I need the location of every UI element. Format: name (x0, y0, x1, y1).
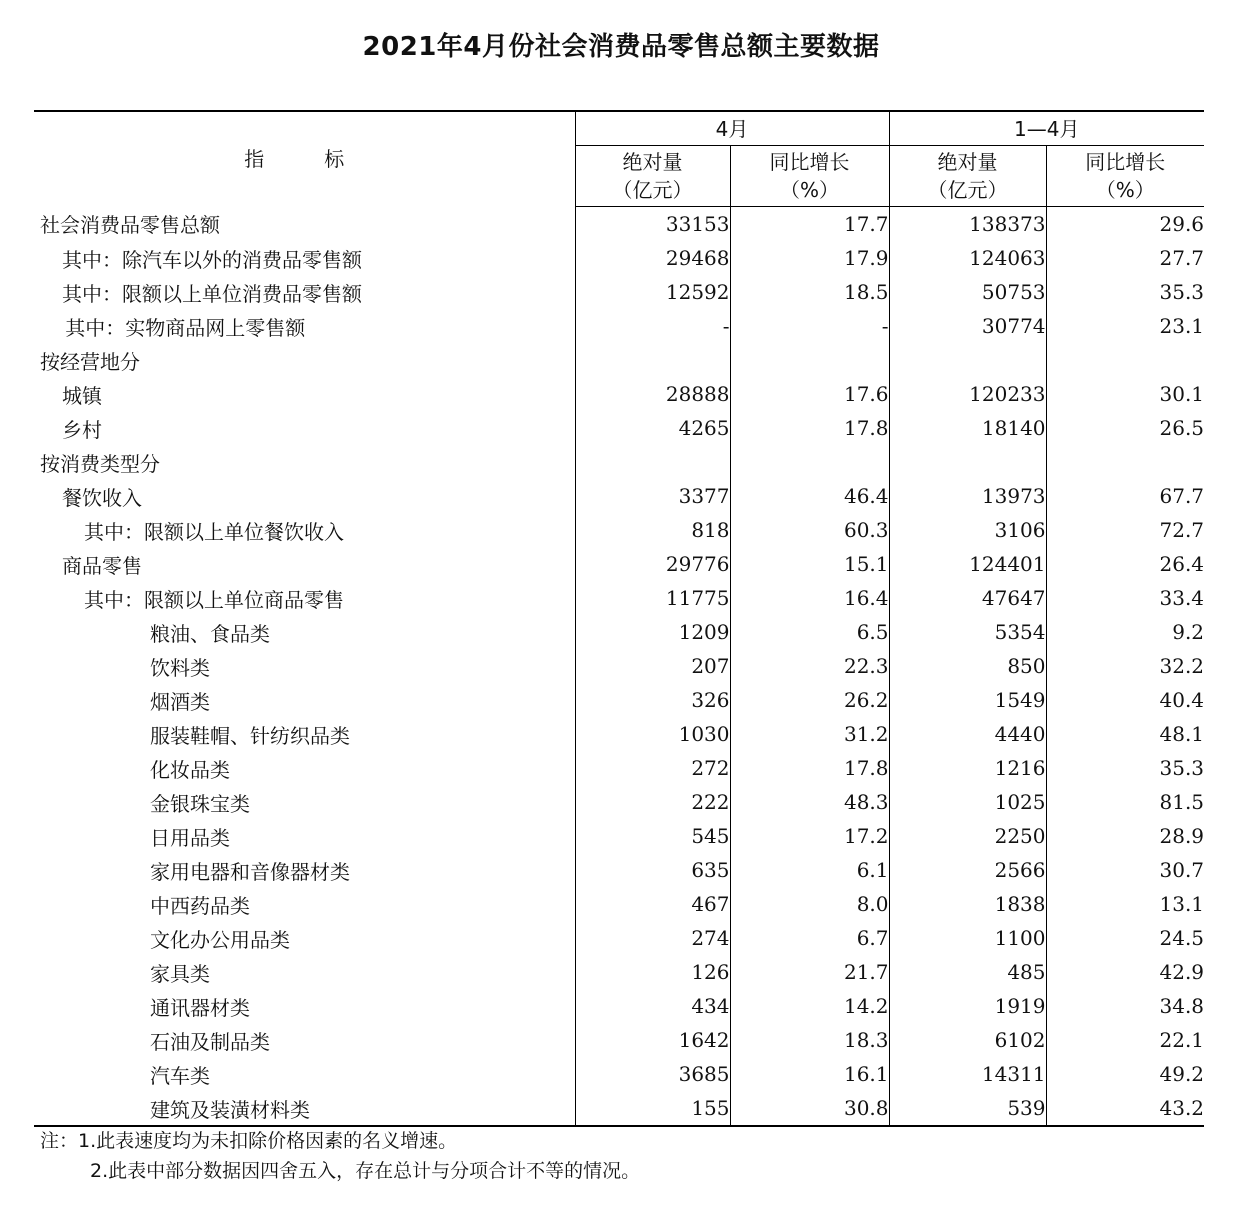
abs-jan-apr-cell: 3106 (889, 513, 1046, 547)
yoy-jan-apr-cell: 24.5 (1159, 926, 1205, 950)
abs-jan-apr-cell: 138373 (889, 207, 1046, 242)
table-row (34, 921, 1204, 955)
row-label: 化妆品类 (34, 751, 575, 785)
note-line-2: 2.此表中部分数据因四舍五入，存在总计与分项合计不等的情况。 (90, 1160, 641, 1182)
table-row (34, 275, 1204, 309)
row-label: 中西药品类 (34, 887, 575, 921)
period-april-header: 4月 (575, 111, 889, 146)
table-row (34, 581, 1204, 615)
yoy-april-cell: 22.3 (730, 649, 889, 683)
yoy-april-cell: 17.7 (730, 207, 889, 242)
yoy-jan-apr-cell: 81.5 (1159, 790, 1205, 814)
abs-april-cell: 155 (575, 1091, 730, 1126)
yoy-jan-apr-cell: 32.2 (1159, 654, 1205, 678)
yoy-april-cell: 18.5 (730, 275, 889, 309)
row-label: 通讯器材类 (34, 989, 575, 1023)
table-row (34, 887, 1204, 921)
abs-april-cell: 207 (575, 649, 730, 683)
table-row (34, 751, 1204, 785)
table-row (34, 479, 1204, 513)
row-label: 乡村 (34, 411, 575, 445)
abs-jan-apr-cell: 1216 (889, 751, 1046, 785)
abs-jan-apr-cell: 124401 (889, 547, 1046, 581)
yoy-jan-apr-cell: 30.7 (1159, 858, 1205, 882)
abs-jan-apr-cell: 2250 (889, 819, 1046, 853)
yoy-jan-apr-cell: 43.2 (1046, 1091, 1204, 1126)
yoy-april-cell: 17.9 (730, 241, 889, 275)
table-row (34, 1057, 1204, 1091)
row-label: 其中：限额以上单位餐饮收入 (34, 513, 575, 547)
abs-april-cell: 467 (575, 887, 730, 921)
row-label: 城镇 (34, 377, 575, 411)
abs-jan-apr-cell: 1025 (889, 785, 1046, 819)
yoy-april-cell: 17.2 (730, 819, 889, 853)
abs-april-cell: 434 (575, 989, 730, 1023)
abs-april-cell: 272 (575, 751, 730, 785)
abs-jan-apr-cell: 485 (889, 955, 1046, 989)
indicator-header: 指 标 (34, 111, 575, 207)
abs-jan-apr-cell: 1549 (889, 683, 1046, 717)
yoy-jan-apr-cell (1046, 445, 1204, 479)
abs-jan-apr-cell: 850 (889, 649, 1046, 683)
table-row (34, 547, 1204, 581)
abs-april-cell: 274 (575, 921, 730, 955)
yoy-jan-apr-cell: 42.9 (1159, 960, 1205, 984)
yoy-april-cell: 17.6 (730, 377, 889, 411)
yoy-april-cell (730, 343, 889, 377)
row-label: 家用电器和音像器材类 (34, 853, 575, 887)
abs-april-cell: 33153 (575, 207, 730, 242)
table-row (34, 207, 1204, 242)
row-label: 服装鞋帽、针纺织品类 (34, 717, 575, 751)
abs-jan-apr-cell: 5354 (889, 615, 1046, 649)
yoy-jan-apr-cell: 27.7 (1159, 246, 1205, 270)
abs-april-cell: 326 (575, 683, 730, 717)
abs-jan-apr-cell: 50753 (889, 275, 1046, 309)
abs-april-cell (575, 343, 730, 377)
abs-jan-apr-cell: 539 (889, 1091, 1046, 1126)
yoy-jan-apr-cell: 72.7 (1159, 518, 1205, 542)
yoy-april-cell: 14.2 (730, 989, 889, 1023)
table-row (34, 1091, 1204, 1126)
table-header (34, 111, 1204, 207)
abs-jan-apr-cell: 2566 (889, 853, 1046, 887)
abs-header-april: 绝对量 （亿元） (575, 146, 730, 207)
yoy-april-cell: 6.1 (730, 853, 889, 887)
abs-jan-apr-cell (889, 343, 1046, 377)
table-row (34, 683, 1204, 717)
yoy-jan-apr-cell: 26.5 (1159, 416, 1205, 440)
table-row (34, 411, 1204, 445)
yoy-header-jan-apr: 同比增长 （%） (1046, 146, 1204, 207)
yoy-jan-apr-cell: 13.1 (1159, 892, 1205, 916)
yoy-april-cell: 60.3 (730, 513, 889, 547)
yoy-jan-apr-cell: 67.7 (1159, 484, 1205, 508)
row-label: 家具类 (34, 955, 575, 989)
abs-jan-apr-cell (889, 445, 1046, 479)
abs-april-cell: 635 (575, 853, 730, 887)
table-row (34, 445, 1204, 479)
yoy-jan-apr-cell (1046, 343, 1204, 377)
abs-jan-apr-cell: 18140 (889, 411, 1046, 445)
row-label: 按经营地分 (34, 343, 575, 377)
table-row (34, 717, 1204, 751)
row-label: 文化办公用品类 (34, 921, 575, 955)
abs-jan-apr-cell: 1919 (889, 989, 1046, 1023)
table-row (34, 343, 1204, 377)
yoy-jan-apr-cell: 30.1 (1159, 382, 1205, 406)
table-row (34, 989, 1204, 1023)
abs-april-cell: 126 (575, 955, 730, 989)
abs-april-cell: - (575, 309, 730, 343)
abs-april-cell: 1642 (575, 1023, 730, 1057)
table-row (34, 853, 1204, 887)
abs-april-cell: 29468 (575, 241, 730, 275)
yoy-jan-apr-cell: 26.4 (1159, 552, 1205, 576)
yoy-jan-apr-cell: 33.4 (1159, 586, 1205, 610)
row-label: 饮料类 (34, 649, 575, 683)
yoy-april-cell: 8.0 (730, 887, 889, 921)
abs-april-cell: 11775 (575, 581, 730, 615)
abs-header-jan-apr: 绝对量 （亿元） (889, 146, 1046, 207)
abs-april-cell: 12592 (575, 275, 730, 309)
abs-jan-apr-cell: 124063 (889, 241, 1046, 275)
abs-april-cell: 222 (575, 785, 730, 819)
row-label: 其中：限额以上单位消费品零售额 (34, 275, 575, 309)
row-label: 汽车类 (34, 1057, 575, 1091)
yoy-jan-apr-cell: 40.4 (1159, 688, 1205, 712)
row-label: 烟酒类 (34, 683, 575, 717)
row-label: 其中：限额以上单位商品零售 (34, 581, 575, 615)
row-label: 石油及制品类 (34, 1023, 575, 1057)
abs-jan-apr-cell: 120233 (889, 377, 1046, 411)
yoy-jan-apr-cell: 35.3 (1159, 280, 1205, 304)
abs-april-cell: 818 (575, 513, 730, 547)
yoy-jan-apr-cell: 23.1 (1159, 314, 1205, 338)
table-row (34, 241, 1204, 275)
yoy-jan-apr-cell: 35.3 (1159, 756, 1205, 780)
abs-april-cell: 28888 (575, 377, 730, 411)
row-label: 其中：除汽车以外的消费品零售额 (34, 241, 575, 275)
yoy-jan-apr-cell: 29.6 (1159, 212, 1205, 236)
yoy-april-cell: 16.4 (730, 581, 889, 615)
abs-april-cell: 4265 (575, 411, 730, 445)
yoy-header-april: 同比增长 （%） (730, 146, 889, 207)
abs-jan-apr-cell: 14311 (889, 1057, 1046, 1091)
yoy-april-cell: 21.7 (730, 955, 889, 989)
table-row (34, 649, 1204, 683)
yoy-april-cell: 6.7 (730, 921, 889, 955)
yoy-jan-apr-cell: 34.8 (1159, 994, 1205, 1018)
page-title: 2021年4月份社会消费品零售总额主要数据 (362, 32, 880, 62)
table-row (34, 377, 1204, 411)
period-jan-apr-header: 1—4月 (889, 111, 1204, 146)
yoy-april-cell: 15.1 (730, 547, 889, 581)
yoy-april-cell: 17.8 (730, 751, 889, 785)
table-row (34, 955, 1204, 989)
note-line-1: 注：1.此表速度均为未扣除价格因素的名义增速。 (40, 1130, 458, 1152)
row-label: 其中：实物商品网上零售额 (34, 309, 575, 343)
abs-april-cell (575, 445, 730, 479)
table-body (34, 207, 1204, 1127)
row-label: 日用品类 (34, 819, 575, 853)
abs-april-cell: 545 (575, 819, 730, 853)
yoy-jan-apr-cell: 48.1 (1159, 722, 1205, 746)
yoy-april-cell: 30.8 (730, 1091, 889, 1126)
yoy-april-cell: 46.4 (730, 479, 889, 513)
abs-jan-apr-cell: 1100 (889, 921, 1046, 955)
abs-april-cell: 3377 (575, 479, 730, 513)
table-row (34, 819, 1204, 853)
abs-jan-apr-cell: 4440 (889, 717, 1046, 751)
row-label: 商品零售 (34, 547, 575, 581)
yoy-april-cell: 26.2 (730, 683, 889, 717)
row-label: 按消费类型分 (34, 445, 575, 479)
yoy-april-cell: 16.1 (730, 1057, 889, 1091)
abs-april-cell: 29776 (575, 547, 730, 581)
abs-april-cell: 1030 (575, 717, 730, 751)
row-label: 金银珠宝类 (34, 785, 575, 819)
abs-jan-apr-cell: 1838 (889, 887, 1046, 921)
abs-jan-apr-cell: 13973 (889, 479, 1046, 513)
table-row (34, 615, 1204, 649)
table-row (34, 785, 1204, 819)
row-label: 餐饮收入 (34, 479, 575, 513)
retail-sales-table (34, 110, 1204, 1127)
table-notes (40, 1126, 640, 1186)
yoy-april-cell: 31.2 (730, 717, 889, 751)
row-label: 粮油、食品类 (34, 615, 575, 649)
table-row (34, 1023, 1204, 1057)
yoy-jan-apr-cell: 49.2 (1159, 1062, 1205, 1086)
yoy-april-cell: 18.3 (730, 1023, 889, 1057)
yoy-april-cell (730, 445, 889, 479)
abs-april-cell: 3685 (575, 1057, 730, 1091)
table-row (34, 513, 1204, 547)
yoy-jan-apr-cell: 22.1 (1159, 1028, 1205, 1052)
yoy-april-cell: - (730, 309, 889, 343)
row-label: 社会消费品零售总额 (34, 207, 575, 242)
row-label: 建筑及装潢材料类 (34, 1091, 575, 1126)
yoy-jan-apr-cell: 9.2 (1172, 620, 1205, 644)
abs-jan-apr-cell: 47647 (889, 581, 1046, 615)
abs-april-cell: 1209 (575, 615, 730, 649)
yoy-april-cell: 17.8 (730, 411, 889, 445)
abs-jan-apr-cell: 6102 (889, 1023, 1046, 1057)
yoy-april-cell: 48.3 (730, 785, 889, 819)
yoy-jan-apr-cell: 28.9 (1159, 824, 1205, 848)
table-row (34, 309, 1204, 343)
yoy-april-cell: 6.5 (730, 615, 889, 649)
abs-jan-apr-cell: 30774 (889, 309, 1046, 343)
